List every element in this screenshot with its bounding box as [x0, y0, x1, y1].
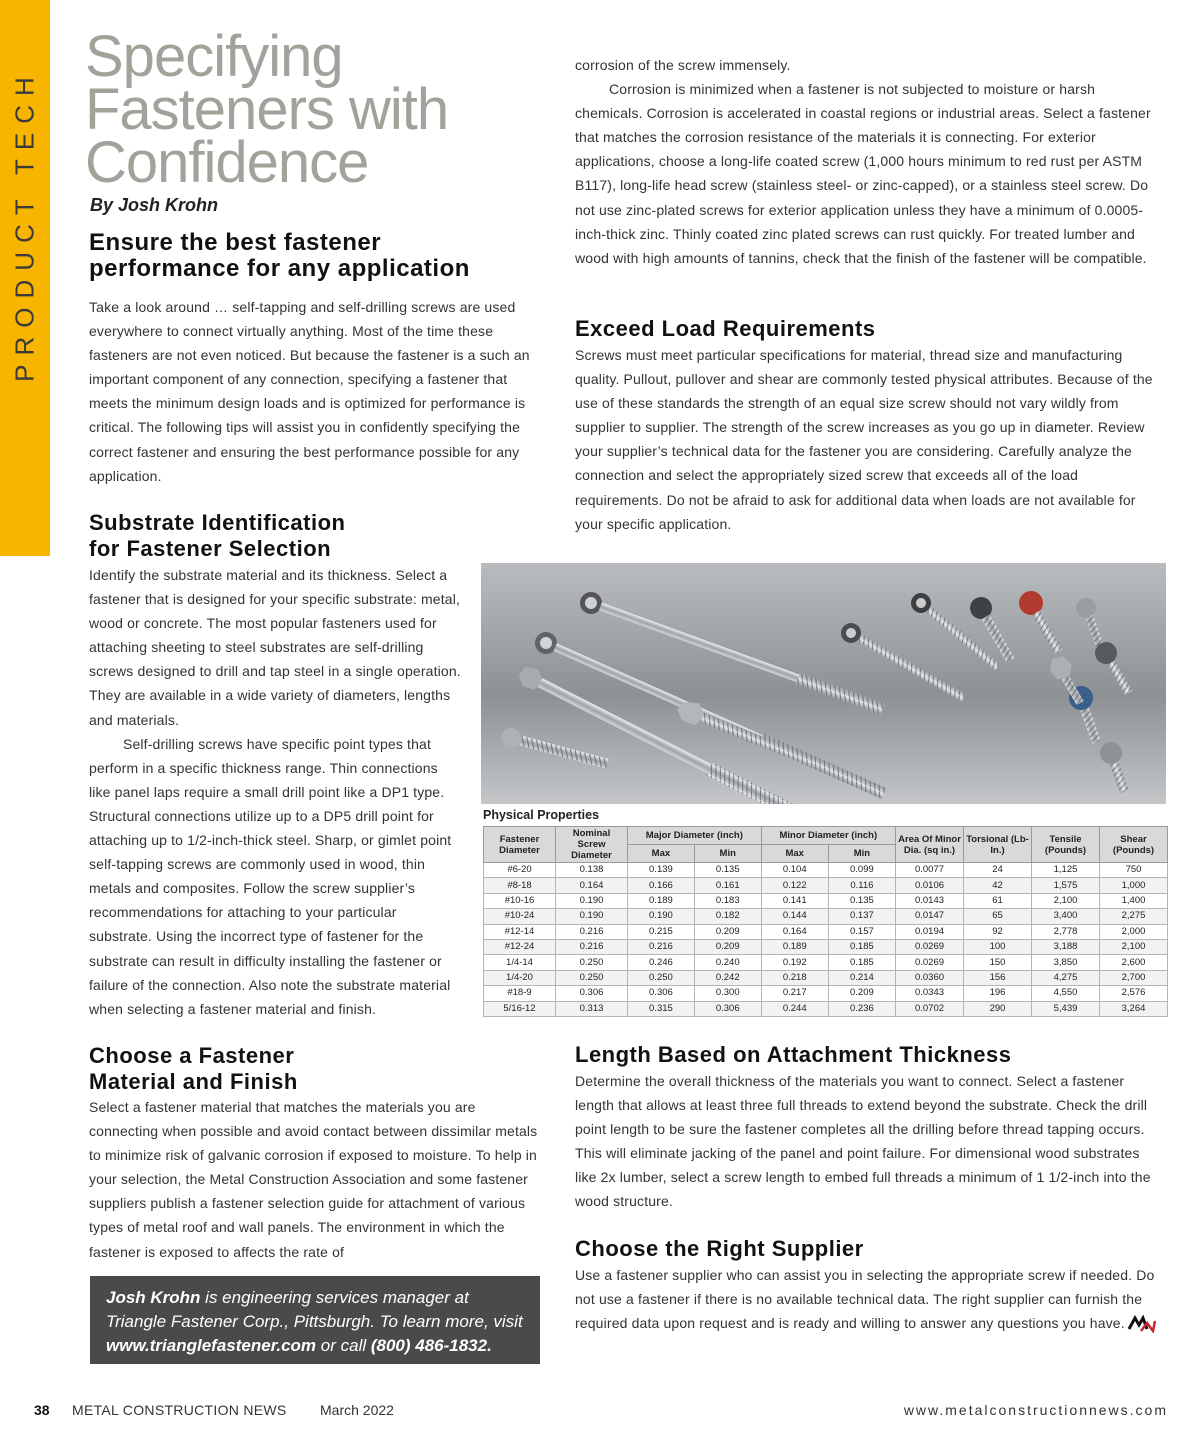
table-cell: 0.315 [628, 1001, 695, 1016]
table-cell: 0.135 [694, 863, 761, 878]
table-cell: 0.122 [761, 878, 828, 893]
lead-heading-line-2: performance for any application [89, 255, 470, 282]
col-minor-min: Min [828, 845, 895, 863]
table-cell: 0.300 [694, 986, 761, 1001]
title-line-1: Specifying [85, 24, 343, 89]
table-cell: 65 [964, 909, 1032, 924]
lead-heading-line-1: Ensure the best fastener [89, 229, 382, 256]
table-cell: 0.0194 [896, 924, 964, 939]
substrate-paragraph-2: Self-drilling screws have specific point types that perform in a specific thickness range. Thin connections like panel laps require a small drill point like a DP1 type. Structural connections utilize up to a DP5 drill point for attaching up to 1/2-inch-thick steel. Sharp, or gimlet point self-tapping screws are commonly used in wood, thin metals and composites. Follow the screw supplier’s recommendations for attaching to your particular substrate. Using the incorrect type of fastener for the substrate can result in difficulty installing the fastener or failure of the connection. Also note the substrate material when selecting a fastener material and finish. [89, 735, 452, 1017]
table-cell: 0.104 [761, 863, 828, 878]
table-cell: 0.185 [828, 939, 895, 954]
table-cell: 0.0077 [896, 863, 964, 878]
table-cell: 92 [964, 924, 1032, 939]
col-major-max: Max [628, 845, 695, 863]
table-cell: 750 [1100, 863, 1168, 878]
table-cell: 0.141 [761, 893, 828, 908]
table-row [484, 893, 1168, 908]
bio-text-2: or call [316, 1336, 371, 1355]
bio-text-1: is engineering services manager at Triangle Fastener Corp., Pittsburgh. To learn more, visit [106, 1288, 523, 1331]
table-title: Physical Properties [483, 808, 600, 822]
table-cell: 0.190 [628, 909, 695, 924]
col-tensile: Tensile (Pounds) [1032, 827, 1100, 863]
supplier-paragraph [575, 1263, 1165, 1335]
corrosion-paragraph-1: Corrosion is minimized when a fastener is not subjected to moisture or harsh chemicals. Corrosion is accelerated in coastal regions or industrial areas. Select a fastener that matches the corrosion resistance of the materials it is connecting. For exterior applications, choose a long-life coated screw (1,000 hours minimum to red rust per ASTM B117), long-life head screw (stainless steel- or zinc-capped), or a stainless steel screw. Do not use zinc-plated screws for exterior application unless they have a minimum of 0.0005-inch-thick zinc. Thinly coated zinc plated screws can rust quickly. For treated lumber and wood with high amounts of tannins, check that the finish of the fastener will be compatible. [575, 81, 1151, 266]
table-cell: 100 [964, 939, 1032, 954]
table-cell: 2,778 [1032, 924, 1100, 939]
table-row [484, 970, 1168, 985]
section-tab-label: PRODUCT TECH [9, 68, 40, 382]
table-cell: 0.240 [694, 955, 761, 970]
table-cell: 0.244 [761, 1001, 828, 1016]
table-cell: 0.137 [828, 909, 895, 924]
table-cell: #6-20 [484, 863, 556, 878]
table-cell: 1/4-14 [484, 955, 556, 970]
table-cell: 0.157 [828, 924, 895, 939]
fasteners-illustration [481, 563, 1166, 804]
table-cell: 0.139 [628, 863, 695, 878]
table-cell: 0.190 [556, 909, 628, 924]
col-major-min: Min [694, 845, 761, 863]
supplier-text: Use a fastener supplier who can assist you in selecting the appropriate screw if needed. Do not use a fastener if there is no available technical data. The right supplier can furnish the required data upon request and is ready and willing to answer any questions you have. [575, 1267, 1155, 1332]
table-cell: 0.0147 [896, 909, 964, 924]
table-cell: 0.250 [628, 970, 695, 985]
table-row [484, 878, 1168, 893]
table-cell: 2,275 [1100, 909, 1168, 924]
fasteners-photo [481, 563, 1166, 804]
table-cell: 1,575 [1032, 878, 1100, 893]
supplier-heading: Choose the Right Supplier [575, 1236, 864, 1261]
table-cell: 0.166 [628, 878, 695, 893]
table-cell: 24 [964, 863, 1032, 878]
intro-paragraph: Take a look around … self-tapping and self-drilling screws are used everywhere to connect virtually anything. Most of the time these fasteners are not even noticed. But because the fastener is a such an important component of any connection, specifying a fastener that meets the minimum design loads and is optimized for performance is critical. The following tips will assist you in confidently specifying the correct fastener and ensuring the best performance possible for any application. [89, 299, 530, 484]
table-cell: 0.236 [828, 1001, 895, 1016]
table-cell: 1,125 [1032, 863, 1100, 878]
table-cell: 0.190 [556, 893, 628, 908]
mcn-logo-icon [1127, 1315, 1157, 1333]
substrate-heading-line-1: Substrate Identification [89, 510, 346, 535]
table-cell: 0.246 [628, 955, 695, 970]
table-cell: 0.135 [828, 893, 895, 908]
bio-phone: (800) 486-1832. [370, 1336, 492, 1355]
col-minor-diameter: Minor Diameter (inch) [761, 827, 895, 845]
issue-date: March 2022 [320, 1402, 394, 1418]
lead-heading [89, 230, 549, 282]
bio-website-link[interactable]: www.trianglefastener.com [106, 1336, 317, 1355]
table-cell: 0.161 [694, 878, 761, 893]
table-cell: 0.0702 [896, 1001, 964, 1016]
table-cell: 0.217 [761, 986, 828, 1001]
section-tab [0, 0, 50, 556]
table-cell: 1,000 [1100, 878, 1168, 893]
author-bio-box [90, 1276, 540, 1364]
table-cell: 3,400 [1032, 909, 1100, 924]
table-cell: 1/4-20 [484, 970, 556, 985]
table-cell: 156 [964, 970, 1032, 985]
table-cell: 2,576 [1100, 986, 1168, 1001]
page-number: 38 [34, 1402, 50, 1418]
table-cell: 0.250 [556, 955, 628, 970]
load-heading: Exceed Load Requirements [575, 316, 876, 341]
material-paragraph: Select a fastener material that matches the materials you are connecting when possible and avoid contact between dissimilar metals to minimize risk of galvanic corrosion if exposed to moisture. To help in your selection, the Metal Construction Association and some fastener suppliers publish a fastener selection guide for attachment of various types of metal roof and wall panels. The environment in which the fastener is exposed to affects the rate of [89, 1099, 538, 1260]
table-cell: 4,275 [1032, 970, 1100, 985]
material-heading [89, 1043, 489, 1095]
table-cell: 42 [964, 878, 1032, 893]
table-cell: 0.306 [628, 986, 695, 1001]
table-cell: 0.216 [556, 924, 628, 939]
table-cell: 0.144 [761, 909, 828, 924]
table-cell: 0.0343 [896, 986, 964, 1001]
table-cell: 0.0269 [896, 955, 964, 970]
publication-url[interactable]: www.metalconstructionnews.com [903, 1402, 1168, 1418]
table-cell: 0.209 [828, 986, 895, 1001]
table-cell: #12-24 [484, 939, 556, 954]
col-torsional: Torsional (Lb-In.) [964, 827, 1032, 863]
table-cell: 2,000 [1100, 924, 1168, 939]
table-cell: 0.0143 [896, 893, 964, 908]
corrosion-paragraph-0: corrosion of the screw immensely. [575, 57, 791, 73]
article-title [85, 24, 555, 195]
col-major-diameter: Major Diameter (inch) [628, 827, 762, 845]
table-cell: 0.250 [556, 970, 628, 985]
col-fastener-diameter: Fastener Diameter [484, 827, 556, 863]
title-line-2: Fasteners with [85, 77, 449, 142]
col-shear: Shear (Pounds) [1100, 827, 1168, 863]
table-cell: 150 [964, 955, 1032, 970]
table-cell: 2,600 [1100, 955, 1168, 970]
table-cell: 5,439 [1032, 1001, 1100, 1016]
physical-properties-table [483, 808, 1168, 1017]
table-cell: 0.209 [694, 939, 761, 954]
table-cell: 0.218 [761, 970, 828, 985]
table-row [484, 909, 1168, 924]
table-cell: 0.192 [761, 955, 828, 970]
table-cell: 196 [964, 986, 1032, 1001]
table-cell: 5/16-12 [484, 1001, 556, 1016]
title-line-3: Confidence [85, 130, 369, 195]
table-cell: #12-14 [484, 924, 556, 939]
table-row [484, 986, 1168, 1001]
substrate-paragraph-1: Identify the substrate material and its thickness. Select a fastener that is designed for your specific substrate: metal, wood or concrete. The most popular fasteners used for attaching sheeting to steel substrates are self-drilling screws designed to drill and tap steel in a single operation. They are available in a wide variety of diameters, lengths and materials. [89, 567, 461, 728]
table-cell: 0.182 [694, 909, 761, 924]
substrate-body [89, 563, 461, 1021]
length-heading: Length Based on Attachment Thickness [575, 1042, 1012, 1067]
table-cell: 0.306 [556, 986, 628, 1001]
table-cell: 3,264 [1100, 1001, 1168, 1016]
table-cell: 4,550 [1032, 986, 1100, 1001]
substrate-heading-line-2: for Fastener Selection [89, 536, 332, 561]
table-cell: 0.0269 [896, 939, 964, 954]
table-cell: #10-24 [484, 909, 556, 924]
bio-author-name: Josh Krohn [106, 1288, 201, 1307]
table-row [484, 955, 1168, 970]
table-body [484, 863, 1168, 1017]
byline: By Josh Krohn [90, 195, 219, 215]
table-cell: 0.116 [828, 878, 895, 893]
corrosion-body [575, 53, 1165, 270]
table-cell: 0.185 [828, 955, 895, 970]
substrate-heading [89, 510, 469, 562]
col-minor-max: Max [761, 845, 828, 863]
col-area-minor: Area Of Minor Dia. (sq in.) [896, 827, 964, 863]
table-cell: 1,400 [1100, 893, 1168, 908]
table-cell: 0.216 [556, 939, 628, 954]
table-row [484, 924, 1168, 939]
table-cell: 0.164 [761, 924, 828, 939]
table-cell: 3,188 [1032, 939, 1100, 954]
table-row [484, 939, 1168, 954]
table-cell: 0.164 [556, 878, 628, 893]
table-cell: #18-9 [484, 986, 556, 1001]
table-cell: 3,850 [1032, 955, 1100, 970]
table-cell: 2,700 [1100, 970, 1168, 985]
table-cell: 0.215 [628, 924, 695, 939]
table-cell: #8-18 [484, 878, 556, 893]
table-cell: 0.0360 [896, 970, 964, 985]
table-cell: 0.183 [694, 893, 761, 908]
table-cell: 2,100 [1100, 939, 1168, 954]
table-cell: 0.189 [761, 939, 828, 954]
table-cell: 0.313 [556, 1001, 628, 1016]
table-row [484, 1001, 1168, 1016]
publication-name: METAL CONSTRUCTION NEWS [72, 1402, 287, 1418]
table-cell: 0.242 [694, 970, 761, 985]
table-cell: 0.209 [694, 924, 761, 939]
table-cell: 0.0106 [896, 878, 964, 893]
table-cell: 0.099 [828, 863, 895, 878]
table-cell: 0.306 [694, 1001, 761, 1016]
col-nominal-diameter: Nominal Screw Diameter [556, 827, 628, 863]
table-row [484, 863, 1168, 878]
table-cell: 0.138 [556, 863, 628, 878]
table-cell: 0.214 [828, 970, 895, 985]
material-heading-line-1: Choose a Fastener [89, 1043, 295, 1068]
table-cell: 61 [964, 893, 1032, 908]
table-cell: 290 [964, 1001, 1032, 1016]
properties-grid [483, 826, 1168, 1017]
load-paragraph: Screws must meet particular specifications for material, thread size and manufacturing quality. Pullout, pullover and shear are commonly tested physical attributes. Because of the use of these standards the strength of an equal size screw should not vary wildly from supplier to supplier. The strength of the screw increases as you go up in diameter. Review your supplier’s technical data for the fastener you are considering. Carefully analyze the connection and select the appropriately sized screw that exceeds all of the load requirements. Do not be afraid to ask for additional data when loads are not available for your specific application. [575, 347, 1153, 532]
length-paragraph: Determine the overall thickness of the materials you want to connect. Select a fastener length that allows at least three full threads to extend beyond the substrate. Check the drill point length to be sure the fastener completes all the drilling before thread tapping occurs. This will eliminate jacking of the panel and point failure. For dimensional wood substrates like 2x lumber, select a screw length to embed full threads a minimum of 1 1/2-inch into the wood structure. [575, 1073, 1151, 1210]
material-heading-line-2: Material and Finish [89, 1069, 298, 1094]
table-cell: 0.216 [628, 939, 695, 954]
table-cell: 2,100 [1032, 893, 1100, 908]
table-cell: #10-16 [484, 893, 556, 908]
table-cell: 0.189 [628, 893, 695, 908]
